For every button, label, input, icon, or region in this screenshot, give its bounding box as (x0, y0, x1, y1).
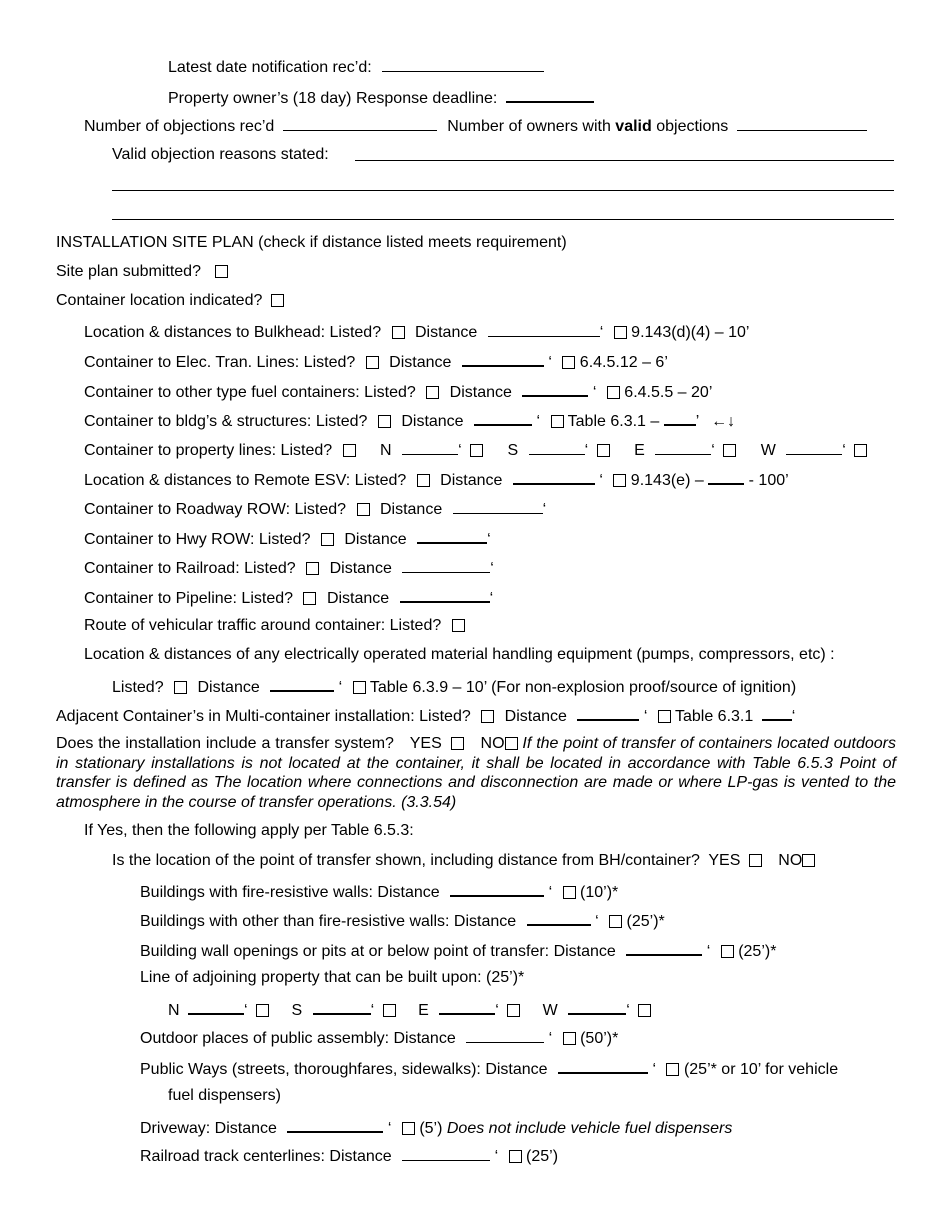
bldg-requirement: Table 6.3.1 – (567, 413, 660, 430)
other-walls-label: Buildings with other than fire-resistive walls: Distance (140, 913, 517, 930)
hwy-label: Container to Hwy ROW: Listed? (84, 531, 311, 548)
feet-mark: ‘ (548, 1030, 553, 1047)
response-deadline-field[interactable] (506, 87, 594, 103)
esv-row (84, 469, 789, 490)
fire-resistive-row (140, 881, 618, 902)
feet-mark: ‘ (387, 1120, 392, 1137)
bulkhead-distance-field[interactable] (488, 322, 600, 337)
property-west-checkbox[interactable] (854, 444, 867, 457)
public-ways-row (140, 1058, 838, 1079)
elec-meets-checkbox[interactable] (562, 356, 575, 369)
traffic-row (84, 617, 465, 635)
openings-distance-field[interactable] (626, 940, 702, 956)
distance-label: Distance (379, 501, 443, 518)
feet-mark: ‘ (643, 708, 648, 725)
latest-date-row (168, 57, 544, 77)
feet-mark: ‘ (244, 1002, 248, 1019)
fuel-requirement: 6.4.5.5 – 20’ (624, 384, 713, 401)
adjoining-west-checkbox[interactable] (638, 1004, 651, 1017)
elec-row (84, 351, 668, 372)
driveway-label: Driveway: Distance (140, 1120, 277, 1137)
assembly-row (140, 1028, 618, 1048)
roadway-label: Container to Roadway ROW: Listed? (84, 501, 347, 518)
other-walls-meets-checkbox[interactable] (609, 915, 622, 928)
adjacent-distance-field[interactable] (577, 705, 639, 721)
driveway-requirement: (5’) (419, 1120, 443, 1137)
feet-mark: ‘ (489, 590, 494, 607)
transfer-location-row (112, 852, 815, 870)
east-label: E (418, 1002, 429, 1019)
adjacent-row (56, 705, 795, 726)
adjacent-label: Adjacent Container’s in Multi-container installation: Listed? (56, 708, 471, 725)
adjoining-south-checkbox[interactable] (383, 1004, 396, 1017)
transfer-location-yes-checkbox[interactable] (749, 854, 762, 867)
traffic-label: Route of vehicular traffic around container: Listed? (84, 617, 442, 634)
esv-distance-field[interactable] (513, 469, 595, 485)
bldg-listed-checkbox[interactable] (378, 415, 391, 428)
track-label: Railroad track centerlines: Distance (140, 1148, 392, 1165)
public-ways-requirement: (25’* or 10’ for vehicle (683, 1061, 839, 1078)
feet-mark: ‘ (711, 442, 715, 459)
property-label: Container to property lines: Listed? (84, 442, 333, 459)
adjoining-east-checkbox[interactable] (507, 1004, 520, 1017)
objection-reasons-line-2[interactable] (112, 190, 894, 191)
hwy-listed-checkbox[interactable] (321, 533, 334, 546)
feet-mark: ‘ (626, 1002, 630, 1019)
listed-label: Listed? (112, 679, 164, 696)
feet-mark: ‘ (706, 943, 711, 960)
south-label: S (291, 1002, 303, 1019)
traffic-listed-checkbox[interactable] (452, 619, 465, 632)
transfer-location-no-checkbox[interactable] (802, 854, 815, 867)
adjoining-label: Line of adjoining property that can be built upon: (25’)* (140, 969, 525, 986)
elec-listed-checkbox[interactable] (366, 356, 379, 369)
railroad-listed-checkbox[interactable] (306, 562, 319, 575)
property-north-field[interactable] (402, 440, 458, 455)
no-label: NO (778, 852, 803, 869)
feet-mark: ‘ (490, 560, 494, 577)
adjoining-row (168, 999, 651, 1020)
public-ways-meets-checkbox[interactable] (666, 1063, 679, 1076)
site-plan-submitted-row (56, 263, 228, 281)
bldg-row (84, 410, 735, 431)
valid-owners-bold: valid (615, 118, 652, 135)
bldg-requirement-suffix: ’ (695, 413, 699, 430)
feet-mark: ‘ (599, 472, 603, 489)
public-ways-distance-field[interactable] (558, 1058, 648, 1074)
other-walls-requirement: (25’)* (626, 913, 665, 930)
objections-received-label: Number of objections rec’d (84, 118, 275, 135)
south-label: S (507, 442, 519, 459)
public-ways-requirement-cont: fuel dispensers) (168, 1087, 281, 1104)
west-label: W (542, 1002, 558, 1019)
bldg-distance-field[interactable] (474, 410, 532, 426)
north-label: N (168, 1002, 180, 1019)
assembly-distance-field[interactable] (466, 1028, 544, 1043)
bulkhead-requirement: 9.143(d)(4) – 10’ (631, 324, 750, 341)
distance-label: Distance (344, 531, 407, 548)
track-row (140, 1146, 558, 1166)
distance-label: Distance (449, 384, 512, 401)
objections-received-field[interactable] (283, 116, 437, 131)
property-row (84, 440, 867, 460)
elec-distance-field[interactable] (462, 351, 544, 367)
adjoining-south-field[interactable] (313, 999, 371, 1015)
equipment-requirement: Table 6.3.9 – 10’ (For non-explosion proof/source of ignition) (369, 679, 797, 696)
site-plan-heading: INSTALLATION SITE PLAN (check if distance listed meets requirement) (56, 234, 567, 251)
pipeline-listed-checkbox[interactable] (303, 592, 316, 605)
feet-mark: ‘ (536, 413, 541, 430)
pipeline-distance-field[interactable] (400, 587, 490, 603)
bulkhead-label: Location & distances to Bulkhead: Listed? (84, 324, 382, 341)
property-south-field[interactable] (529, 440, 585, 455)
fuel-distance-field[interactable] (522, 381, 588, 397)
bulkhead-row (84, 322, 749, 342)
other-walls-distance-field[interactable] (527, 910, 591, 926)
feet-mark: ‘ (584, 442, 589, 459)
distance-label: Distance (415, 324, 478, 341)
arrows-icon: ←↓ (711, 413, 736, 430)
feet-mark: ‘ (548, 884, 553, 901)
objection-reasons-label: Valid objection reasons stated: (112, 146, 329, 163)
railroad-row (84, 558, 494, 578)
roadway-distance-field[interactable] (453, 499, 543, 514)
transfer-location-question: Is the location of the point of transfer shown, including distance from BH/container? (112, 852, 700, 869)
latest-date-label: Latest date notification rec’d: (168, 59, 372, 76)
adjacent-listed-checkbox[interactable] (481, 710, 494, 723)
bulkhead-meets-checkbox[interactable] (614, 326, 627, 339)
distance-label: Distance (329, 560, 392, 577)
public-ways-label: Public Ways (streets, thoroughfares, sidewalks): Distance (140, 1061, 548, 1078)
adjacent-meets-checkbox[interactable] (658, 710, 671, 723)
distance-label: Distance (389, 354, 452, 371)
yes-label: YES (409, 735, 442, 752)
elec-requirement: 6.4.5.12 – 6’ (579, 354, 668, 371)
transfer-note: If the point of transfer of containers located outdoors in stationary installations is not located at the container, it shall be located in accordance with Table 6.5.3 Point of transfer is defined as The location where connections and disconnection are made or where LP-gas is vented to the atmosphere in the course of transfer operations. (3.3.54) (56, 735, 896, 811)
fire-resistive-meets-checkbox[interactable] (563, 886, 576, 899)
fuel-listed-checkbox[interactable] (426, 386, 439, 399)
feet-mark: ‘ (338, 679, 343, 696)
west-label: W (760, 442, 776, 459)
driveway-meets-checkbox[interactable] (402, 1122, 415, 1135)
property-north-checkbox[interactable] (470, 444, 483, 457)
container-location-checkbox[interactable] (271, 294, 284, 307)
transfer-question: Does the installation include a transfer system? (56, 735, 394, 752)
assembly-label: Outdoor places of public assembly: Distance (140, 1030, 456, 1047)
response-deadline-label: Property owner’s (18 day) Response deadline: (168, 90, 498, 107)
feet-mark: ‘ (791, 708, 796, 725)
feet-mark: ‘ (458, 442, 462, 459)
transfer-yes-checkbox[interactable] (451, 737, 464, 750)
transfer-no-checkbox[interactable] (505, 737, 518, 750)
hwy-distance-field[interactable] (417, 528, 487, 544)
driveway-row (140, 1117, 732, 1138)
site-plan-submitted-label: Site plan submitted? (56, 263, 201, 280)
openings-row (140, 940, 776, 961)
latest-date-field[interactable] (382, 57, 544, 72)
adjoining-east-field[interactable] (439, 999, 495, 1015)
feet-mark: ‘ (595, 913, 599, 930)
site-plan-submitted-checkbox[interactable] (215, 265, 228, 278)
distance-label: Distance (326, 590, 390, 607)
feet-mark: ‘ (592, 384, 597, 401)
objection-reasons-line-1[interactable] (355, 160, 894, 161)
esv-listed-checkbox[interactable] (417, 474, 430, 487)
other-walls-row (140, 910, 665, 931)
fuel-row (84, 381, 712, 402)
adjoining-north-field[interactable] (188, 999, 244, 1015)
property-east-checkbox[interactable] (723, 444, 736, 457)
pipeline-row (84, 587, 493, 608)
fire-resistive-distance-field[interactable] (450, 881, 544, 897)
property-south-checkbox[interactable] (597, 444, 610, 457)
driveway-distance-field[interactable] (287, 1117, 383, 1133)
openings-label: Building wall openings or pits at or below point of transfer: Distance (140, 943, 616, 960)
valid-owners-prefix: Number of owners with (447, 118, 611, 135)
north-label: N (380, 442, 392, 459)
bldg-label: Container to bldg’s & structures: Listed? (84, 413, 368, 430)
objections-row (84, 116, 867, 136)
adjoining-north-checkbox[interactable] (256, 1004, 269, 1017)
transfer-system-paragraph (56, 734, 896, 812)
feet-mark: ‘ (652, 1061, 657, 1078)
equipment-distance-field[interactable] (270, 676, 334, 692)
track-meets-checkbox[interactable] (509, 1150, 522, 1163)
container-location-row (56, 292, 284, 310)
fuel-label: Container to other type fuel containers: Listed? (84, 384, 416, 401)
fire-resistive-requirement: (10’)* (580, 884, 619, 901)
adjoining-west-field[interactable] (568, 999, 626, 1015)
valid-owners-suffix: objections (656, 118, 729, 135)
feet-mark: ‘ (599, 324, 604, 341)
if-yes-label: If Yes, then the following apply per Table 6.5.3: (84, 822, 414, 839)
feet-mark: ‘ (842, 442, 846, 459)
fuel-meets-checkbox[interactable] (607, 386, 620, 399)
equipment-row (112, 676, 796, 697)
yes-label: YES (708, 852, 741, 869)
esv-requirement: 9.143(e) – (630, 472, 704, 489)
valid-owners-field[interactable] (737, 116, 867, 131)
bldg-meets-checkbox[interactable] (551, 415, 564, 428)
roadway-listed-checkbox[interactable] (357, 503, 370, 516)
track-requirement: (25’) (526, 1148, 559, 1165)
hwy-row (84, 528, 491, 549)
property-listed-checkbox[interactable] (343, 444, 356, 457)
property-west-field[interactable] (786, 440, 842, 455)
pipeline-label: Container to Pipeline: Listed? (84, 590, 294, 607)
driveway-note: Does not include vehicle fuel dispensers (446, 1120, 733, 1137)
container-location-label: Container location indicated? (56, 292, 263, 309)
esv-label: Location & distances to Remote ESV: Listed? (84, 472, 407, 489)
railroad-label: Container to Railroad: Listed? (84, 560, 296, 577)
distance-label: Distance (440, 472, 503, 489)
openings-meets-checkbox[interactable] (721, 945, 734, 958)
assembly-requirement: (50’)* (580, 1030, 619, 1047)
elec-label: Container to Elec. Tran. Lines: Listed? (84, 354, 356, 371)
equipment-listed-checkbox[interactable] (174, 681, 187, 694)
fire-resistive-label: Buildings with fire-resistive walls: Distance (140, 884, 440, 901)
feet-mark: ‘ (542, 501, 547, 518)
bulkhead-listed-checkbox[interactable] (392, 326, 405, 339)
response-deadline-row (168, 87, 594, 108)
no-label: NO (480, 735, 505, 752)
feet-mark: ‘ (548, 354, 552, 371)
assembly-meets-checkbox[interactable] (563, 1032, 576, 1045)
feet-mark: ‘ (487, 531, 491, 548)
adjacent-requirement: Table 6.3.1 (674, 708, 754, 725)
esv-requirement-suffix: - 100’ (748, 472, 789, 489)
equipment-label: Location & distances of any electrically operated material handling equipment (pumps, compressors, etc) : (84, 646, 835, 663)
feet-mark: ‘ (494, 1148, 499, 1165)
distance-label: Distance (197, 679, 260, 696)
esv-meets-checkbox[interactable] (613, 474, 626, 487)
esv-requirement-field[interactable] (708, 469, 744, 485)
bldg-requirement-field[interactable] (664, 410, 696, 426)
feet-mark: ‘ (495, 1002, 499, 1019)
east-label: E (634, 442, 645, 459)
openings-requirement: (25’)* (738, 943, 777, 960)
objection-reasons-line-3[interactable] (112, 219, 894, 220)
railroad-distance-field[interactable] (402, 558, 490, 573)
distance-label: Distance (504, 708, 567, 725)
feet-mark: ‘ (370, 1002, 375, 1019)
roadway-row (84, 499, 546, 519)
equipment-meets-checkbox[interactable] (353, 681, 366, 694)
objection-reasons-row (112, 146, 329, 164)
adjacent-requirement-field[interactable] (762, 705, 792, 721)
track-distance-field[interactable] (402, 1146, 490, 1161)
distance-label: Distance (401, 413, 464, 430)
property-east-field[interactable] (655, 440, 711, 455)
